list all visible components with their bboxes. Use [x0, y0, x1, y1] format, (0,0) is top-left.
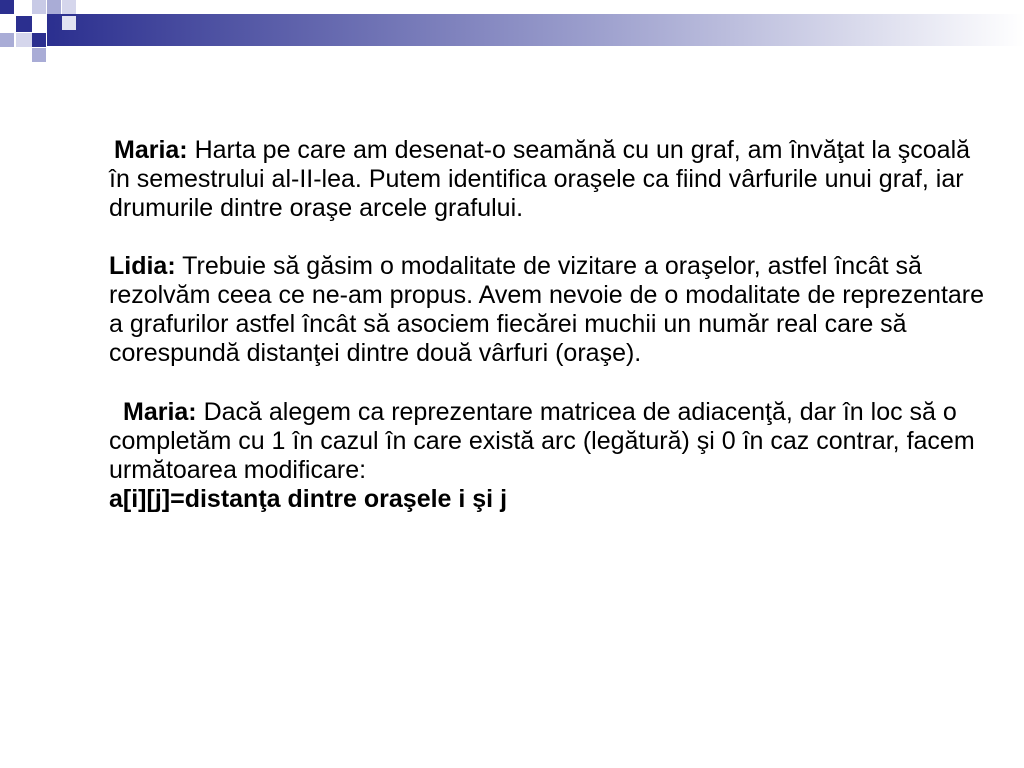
deco-square: [62, 16, 76, 30]
deco-square: [32, 33, 46, 47]
speaker-name: Lidia:: [109, 252, 176, 280]
slide-body: [109, 136, 989, 514]
speaker-name: Maria:: [114, 136, 188, 164]
deco-square: [0, 0, 14, 14]
dialogue-text: Dacă alegem ca reprezentare matricea de adiacenţă, dar în loc să o completăm cu 1 în cazul în care există arc (legătură) şi 0 în caz contrar, facem următoarea modificare:: [109, 398, 975, 484]
deco-square: [16, 16, 32, 32]
dialogue-text: Harta pe care am desenat-o seamănă cu un graf, am învăţat la şcoală în semestrului al-II-lea. Putem identifica oraşele ca fiind vârfurile unui graf, iar drumurile dintre oraşe arcele grafului.: [109, 136, 971, 222]
header-gradient-bar: [47, 14, 1024, 46]
deco-square: [62, 0, 76, 14]
deco-square: [16, 33, 32, 47]
header-decoration: [0, 0, 1024, 70]
dialogue-paragraph: [109, 398, 989, 514]
deco-square: [47, 0, 61, 14]
deco-square: [32, 0, 46, 14]
speaker-name: Maria:: [123, 398, 197, 426]
deco-square: [32, 48, 46, 62]
dialogue-text: Trebuie să găsim o modalitate de vizitare a oraşelor, astfel încât să rezolvăm ceea ce ne-am propus. Avem nevoie de o modalitate de reprezentare a grafurilor astfel încât să asociem fiecărei muchii un număr real care să corespundă distanţei dintre două vârfuri (oraşe).: [109, 252, 985, 367]
dialogue-paragraph: [109, 136, 989, 223]
deco-square: [0, 33, 14, 47]
dialogue-paragraph: [109, 252, 989, 368]
formula-text: a[i][j]=distanţa dintre oraşele i şi j: [109, 485, 508, 513]
